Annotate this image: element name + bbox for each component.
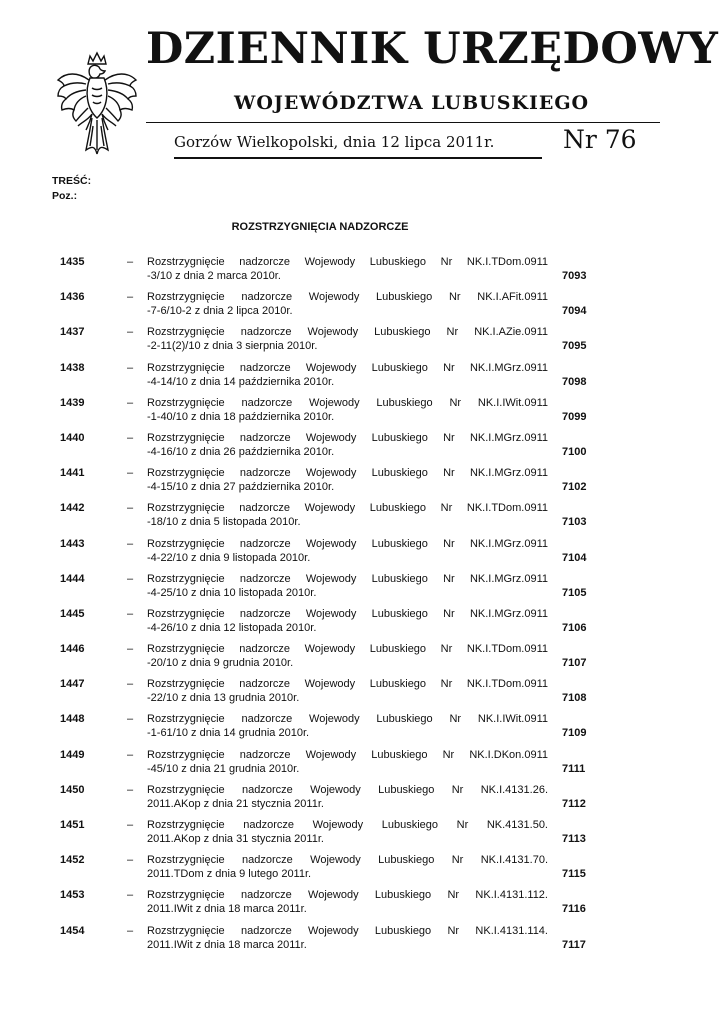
entry-description-line: Rozstrzygnięcie nadzorcze Wojewody Lubuskiego Nr NK.I.DKon.0911	[147, 748, 548, 761]
entry-description	[147, 572, 548, 600]
entry-description	[147, 642, 548, 670]
entry-dash: –	[127, 256, 134, 268]
entry-description	[147, 325, 548, 353]
entry-description-line: Rozstrzygnięcie nadzorcze Wojewody Lubuskiego Nr NK.I.AFit.0911	[147, 291, 548, 304]
entry-dash: –	[127, 678, 134, 691]
list-item	[0, 396, 725, 431]
contents-label: TREŚĆ:	[52, 175, 92, 187]
entry-description	[147, 712, 548, 740]
entry-description-line: Rozstrzygnięcie nadzorcze Wojewody Lubuskiego Nr NK.I.TDom.0911	[147, 256, 548, 268]
entry-position: 1449	[60, 748, 85, 761]
entry-description	[147, 853, 548, 881]
entry-description-line: Rozstrzygnięcie nadzorcze Wojewody Lubuskiego Nr NK.I.MGrz.0911	[147, 607, 548, 620]
entry-description-line: Rozstrzygnięcie nadzorcze Wojewody Lubuskiego Nr NK.I.AZie.0911	[147, 326, 548, 339]
list-item	[0, 642, 725, 677]
entry-description	[147, 396, 548, 424]
entry-page-number: 7113	[562, 833, 586, 845]
entry-description	[147, 466, 548, 494]
entry-dash: –	[127, 396, 134, 409]
entry-page-number: 7106	[562, 621, 587, 634]
list-item	[0, 607, 725, 642]
entry-position: 1453	[60, 889, 85, 902]
entry-dash: –	[127, 467, 134, 480]
position-label: Poz.:	[52, 190, 78, 202]
entry-dash: –	[127, 537, 134, 550]
entry-position: 1440	[60, 431, 85, 444]
polish-eagle-emblem-icon	[52, 50, 142, 160]
list-item	[0, 888, 725, 923]
entry-description-line: Rozstrzygnięcie nadzorcze Wojewody Lubuskiego Nr NK.I.4131.26.	[147, 783, 548, 796]
entry-dash: –	[127, 431, 134, 444]
entry-position: 1452	[60, 854, 85, 867]
entry-page-number: 7098	[562, 375, 587, 388]
header-rule-top	[146, 122, 660, 123]
list-item	[0, 924, 725, 959]
entry-description-line: Rozstrzygnięcie nadzorcze Wojewody Lubuskiego Nr NK.I.MGrz.0911	[147, 572, 548, 585]
entry-page-number: 7108	[562, 692, 587, 705]
entry-position: 1450	[60, 783, 85, 796]
entry-page-number: 7116	[562, 903, 586, 916]
entry-position: 1444	[60, 572, 85, 585]
entry-dash: –	[127, 889, 134, 902]
entry-description-line: -1-61/10 z dnia 14 grudnia 2010r.	[147, 727, 310, 740]
entry-description-line: Rozstrzygnięcie nadzorcze Wojewody Lubuskiego Nr NK.I.4131.114.	[147, 924, 548, 937]
entry-description-line: -4-26/10 z dnia 12 listopada 2010r.	[147, 621, 317, 634]
entry-position: 1443	[60, 537, 85, 550]
entry-description	[147, 501, 548, 529]
list-item	[0, 255, 725, 290]
entry-description-line: -4-22/10 z dnia 9 listopada 2010r.	[147, 551, 311, 564]
entry-description-line: -2-11(2)/10 z dnia 3 sierpnia 2010r.	[147, 340, 318, 353]
entry-description-line: 2011.IWit z dnia 18 marca 2011r.	[147, 903, 307, 916]
entry-dash: –	[127, 783, 134, 796]
list-item	[0, 572, 725, 607]
entry-description-line: 2011.AKop z dnia 21 stycznia 2011r.	[147, 797, 324, 810]
entry-page-number: 7095	[562, 340, 587, 353]
entry-description	[147, 431, 548, 459]
entry-page-number: 7104	[562, 551, 587, 564]
entry-page-number: 7102	[562, 481, 587, 494]
publication-subtitle: WOJEWÓDZTWA LUBUSKIEGO	[234, 92, 590, 114]
entry-position: 1441	[60, 467, 85, 480]
entry-page-number: 7093	[562, 270, 587, 282]
entry-description-line: -45/10 z dnia 21 grudnia 2010r.	[147, 762, 300, 775]
entry-description	[147, 255, 548, 283]
entry-dash: –	[127, 819, 134, 831]
list-item	[0, 853, 725, 888]
entry-position: 1435	[60, 256, 85, 268]
entry-dash: –	[127, 361, 134, 374]
entry-dash: –	[127, 854, 134, 867]
entry-description-line: Rozstrzygnięcie nadzorcze Wojewody Lubuskiego Nr NK.4131.50.	[147, 819, 548, 831]
entry-position: 1436	[60, 291, 85, 304]
entry-position: 1451	[60, 819, 85, 831]
entry-description-line: -20/10 z dnia 9 grudnia 2010r.	[147, 657, 294, 670]
entry-dash: –	[127, 326, 134, 339]
list-item	[0, 783, 725, 818]
list-item	[0, 748, 725, 783]
entry-dash: –	[127, 924, 134, 937]
entry-description	[147, 361, 548, 389]
entry-position: 1439	[60, 396, 85, 409]
section-heading: ROZSTRZYGNIĘCIA NADZORCZE	[231, 221, 409, 233]
entry-position: 1454	[60, 924, 85, 937]
entry-position: 1446	[60, 643, 85, 656]
entry-description-line: 2011.TDom z dnia 9 lutego 2011r.	[147, 868, 312, 881]
entry-description	[147, 677, 548, 705]
list-item	[0, 325, 725, 360]
entry-position: 1437	[60, 326, 85, 339]
entry-page-number: 7100	[562, 445, 587, 458]
entry-position: 1438	[60, 361, 85, 374]
entry-description-line: Rozstrzygnięcie nadzorcze Wojewody Lubuskiego Nr NK.I.MGrz.0911	[147, 467, 548, 480]
entry-page-number: 7117	[562, 938, 586, 951]
entry-position: 1447	[60, 678, 85, 691]
entry-description-line: Rozstrzygnięcie nadzorcze Wojewody Lubuskiego Nr NK.I.MGrz.0911	[147, 361, 548, 374]
entry-description	[147, 888, 548, 916]
issue-number: Nr 76	[563, 125, 637, 154]
entry-description-line: Rozstrzygnięcie nadzorcze Wojewody Lubuskiego Nr NK.I.TDom.0911	[147, 643, 548, 656]
entry-page-number: 7105	[562, 586, 587, 599]
entry-dash: –	[127, 607, 134, 620]
entry-description-line: -4-15/10 z dnia 27 października 2010r.	[147, 481, 335, 494]
entry-dash: –	[127, 643, 134, 656]
header-rule-bottom	[174, 157, 542, 159]
entry-page-number: 7112	[562, 797, 586, 810]
entry-description	[147, 537, 548, 565]
entry-description-line: -7-6/10-2 z dnia 2 lipca 2010r.	[147, 305, 293, 318]
entry-description	[147, 748, 548, 776]
entry-page-number: 7115	[562, 868, 586, 881]
entry-dash: –	[127, 748, 134, 761]
entry-dash: –	[127, 502, 134, 515]
entry-description-line: -4-14/10 z dnia 14 października 2010r.	[147, 375, 335, 388]
entry-description	[147, 607, 548, 635]
entry-description-line: -4-25/10 z dnia 10 listopada 2010r.	[147, 586, 317, 599]
contents-list	[0, 255, 725, 959]
list-item	[0, 712, 725, 747]
entry-page-number: 7107	[562, 657, 587, 670]
list-item	[0, 431, 725, 466]
list-item	[0, 290, 725, 325]
entry-description-line: Rozstrzygnięcie nadzorcze Wojewody Lubuskiego Nr NK.I.TDom.0911	[147, 502, 548, 515]
list-item	[0, 466, 725, 501]
entry-description-line: -22/10 z dnia 13 grudnia 2010r.	[147, 692, 300, 705]
list-item	[0, 361, 725, 396]
entry-position: 1448	[60, 713, 85, 726]
entry-description	[147, 818, 548, 846]
entry-page-number: 7099	[562, 410, 587, 423]
entry-dash: –	[127, 713, 134, 726]
place-and-date: Gorzów Wielkopolski, dnia 12 lipca 2011r.	[174, 133, 495, 151]
entry-page-number: 7109	[562, 727, 587, 740]
entry-description	[147, 924, 548, 952]
entry-description-line: -1-40/10 z dnia 18 października 2010r.	[147, 410, 335, 423]
entry-description-line: -18/10 z dnia 5 listopada 2010r.	[147, 516, 301, 529]
entry-description-line: Rozstrzygnięcie nadzorcze Wojewody Lubuskiego Nr NK.I.MGrz.0911	[147, 537, 548, 550]
entry-description-line: Rozstrzygnięcie nadzorcze Wojewody Lubuskiego Nr NK.I.IWit.0911	[147, 396, 548, 409]
entry-description	[147, 290, 548, 318]
list-item	[0, 677, 725, 712]
entry-dash: –	[127, 572, 134, 585]
entry-description-line: 2011.AKop z dnia 31 stycznia 2011r.	[147, 833, 324, 845]
entry-position: 1445	[60, 607, 85, 620]
entry-page-number: 7094	[562, 305, 587, 318]
entry-description	[147, 783, 548, 811]
entry-description-line: -3/10 z dnia 2 marca 2010r.	[147, 270, 281, 282]
entry-description-line: Rozstrzygnięcie nadzorcze Wojewody Lubuskiego Nr NK.I.4131.70.	[147, 854, 548, 867]
entry-page-number: 7111	[562, 762, 586, 775]
list-item	[0, 501, 725, 536]
entry-description-line: -4-16/10 z dnia 26 października 2010r.	[147, 445, 335, 458]
list-item	[0, 818, 725, 853]
entry-description-line: Rozstrzygnięcie nadzorcze Wojewody Lubuskiego Nr NK.I.MGrz.0911	[147, 431, 548, 444]
publication-title: DZIENNIK URZĘDOWY	[146, 24, 719, 74]
entry-page-number: 7103	[562, 516, 587, 529]
entry-description-line: Rozstrzygnięcie nadzorcze Wojewody Lubuskiego Nr NK.I.4131.112.	[147, 889, 548, 902]
entry-description-line: 2011.IWit z dnia 18 marca 2011r.	[147, 938, 307, 951]
entry-description-line: Rozstrzygnięcie nadzorcze Wojewody Lubuskiego Nr NK.I.TDom.0911	[147, 678, 548, 691]
list-item	[0, 537, 725, 572]
entry-dash: –	[127, 291, 134, 304]
entry-description-line: Rozstrzygnięcie nadzorcze Wojewody Lubuskiego Nr NK.I.IWit.0911	[147, 713, 548, 726]
entry-position: 1442	[60, 502, 85, 515]
